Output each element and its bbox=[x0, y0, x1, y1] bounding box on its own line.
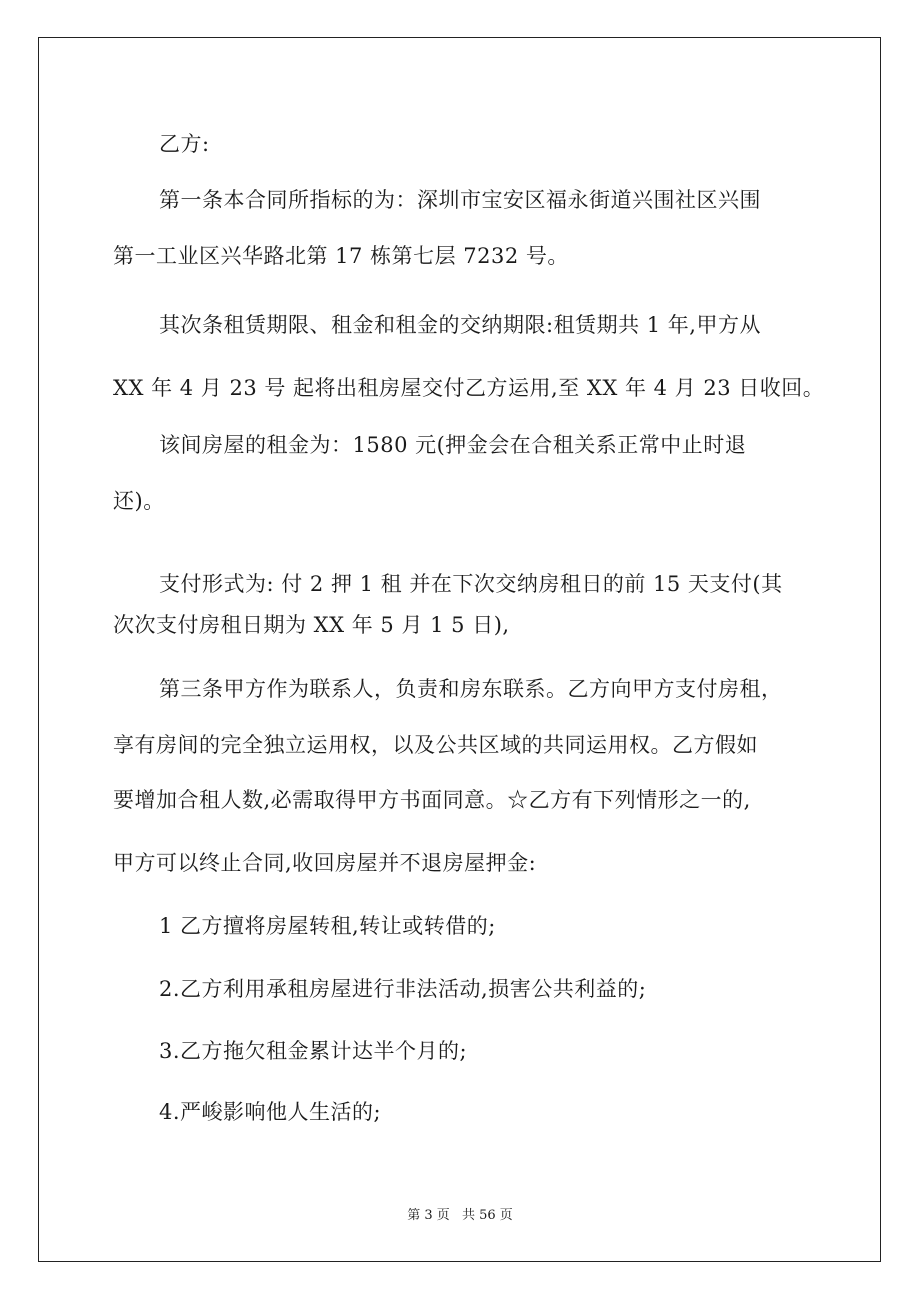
text-line: 4.严峻影响他人生活的; bbox=[159, 1100, 382, 1124]
text-line: 1 乙方擅将房屋转租,转让或转借的; bbox=[159, 914, 496, 938]
text-line: 第三条甲方作为联系人，负责和房东联系。乙方向甲方支付房租， bbox=[159, 677, 783, 701]
text-line: 2.乙方利用承租房屋进行非法活动,损害公共利益的; bbox=[159, 977, 647, 1001]
text-line: 3.乙方拖欠租金累计达半个月的; bbox=[159, 1039, 468, 1063]
text-line: 第一工业区兴华路北第 17 栋第七层 7232 号。 bbox=[113, 244, 569, 268]
page-frame bbox=[38, 37, 881, 1262]
text-line: 还)。 bbox=[113, 489, 165, 513]
text-line: 其次条租赁期限、租金和租金的交纳期限:租赁期共 1 年,甲方从 bbox=[159, 313, 761, 337]
page-total: 共 56 页 bbox=[461, 1208, 513, 1223]
text-line: 次次支付房租日期为 XX 年 5 月 1 5 日), bbox=[113, 613, 510, 637]
text-line: XX 年 4 月 23 号 起将出租房屋交付乙方运用,至 XX 年 4 月 23 日收回。 bbox=[113, 376, 825, 400]
text-line: 要增加合租人数,必需取得甲方书面同意。☆乙方有下列情形之一的, bbox=[113, 788, 751, 812]
page-number: 第 3 页 bbox=[407, 1208, 450, 1223]
page-footer bbox=[0, 1206, 920, 1226]
text-line: 该间房屋的租金为：1580 元(押金会在合租关系正常中止时退 bbox=[159, 433, 747, 457]
text-line: 第一条本合同所指标的为：深圳市宝安区福永街道兴围社区兴围 bbox=[159, 188, 761, 212]
text-line: 支付形式为: 付 2 押 1 租 并在下次交纳房租日的前 15 天支付(其 bbox=[159, 572, 783, 596]
text-line: 享有房间的完全独立运用权，以及公共区域的共同运用权。乙方假如 bbox=[113, 733, 758, 757]
text-line: 乙方: bbox=[159, 132, 210, 156]
text-line: 甲方可以终止合同,收回房屋并不退房屋押金: bbox=[113, 851, 537, 875]
